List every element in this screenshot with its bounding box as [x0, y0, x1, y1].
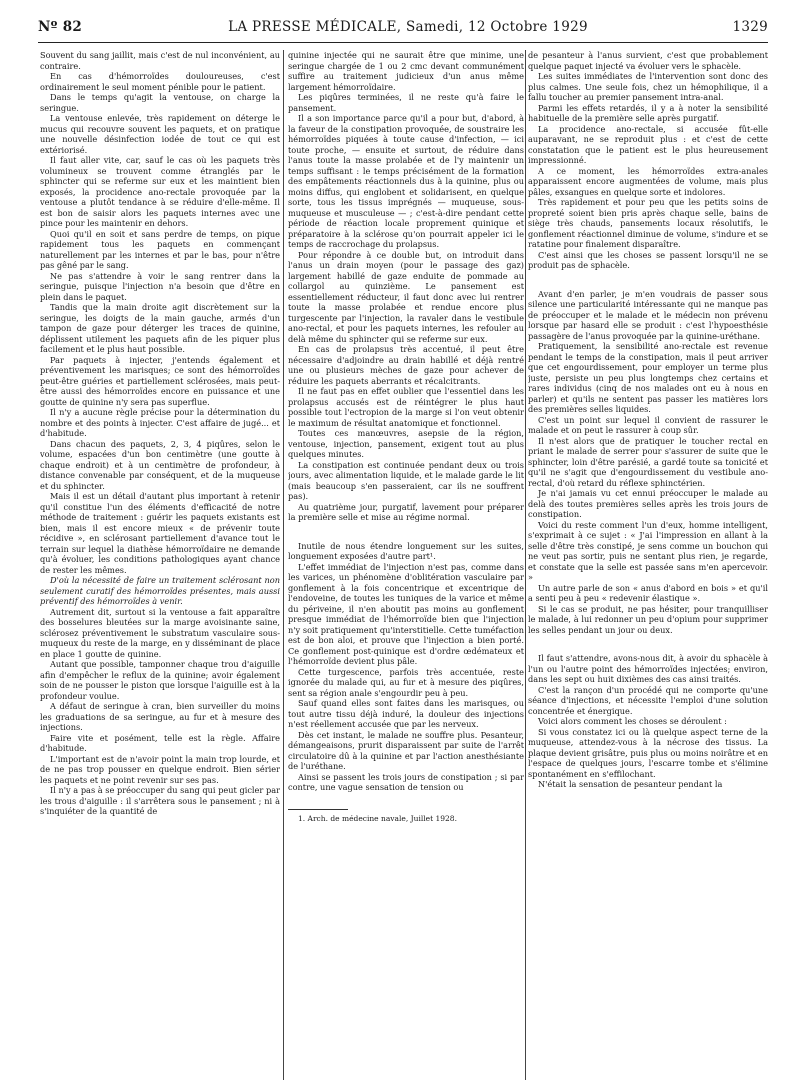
- paragraph: Dans le temps qu'agit la ventouse, on charge la seringue.: [40, 92, 280, 113]
- paragraph: C'est ainsi que les choses se passent lorsqu'il ne se produit pas de sphacèle.: [528, 249, 768, 270]
- paragraph: Il n'est alors que de pratiquer le toucher rectal en priant le malade de serrer pour s'assurer de suite que le sphincter, loin d'être parésié, a gardé toute sa tonicité et qu'il ne s'agit que d'engourdissement du vestibule ano-rectal, d'où retard du réflexe sphinctérien.: [528, 435, 768, 488]
- paragraph: Inutile de nous étendre longuement sur les suites, longuement exposées d'autre part¹.: [288, 540, 524, 561]
- paragraph: Il faut aller vite, car, sauf le cas où les paquets très volumineux se trouvent comme étranglés par le sphincter qui se referme sur eux et les maintient bien exposés, la procidence ano-rectale provoquée par la ventouse a plutôt tendance à se réduire d'elle-même. Il est bon de saisir alors les paquets internes avec une pince pour les maintenir en dehors.: [40, 155, 280, 228]
- paragraph: Ainsi se passent les trois jours de constipation ; si par contre, une vague sensation de tension ou: [288, 771, 524, 792]
- paragraph: Il ne faut pas en effet oublier que l'essentiel dans les prolapsus accusés est de réintégrer le plus haut possible tout l'ectropion de la marge si l'on veut obtenir le maximum de résultat anatomique et fonctionnel.: [288, 386, 524, 428]
- running-header: [38, 16, 768, 43]
- paragraph: Souvent du sang jaillit, mais c'est de nul inconvénient, au contraire.: [40, 50, 280, 71]
- paragraph: Faire vite et posément, telle est la règle. Affaire d'habitude.: [40, 732, 280, 753]
- paragraph: Sauf quand elles sont faites dans les marisques, ou tout autre tissu déjà induré, la douleur des injections n'est réellement accusée que par les nerveux.: [288, 698, 524, 729]
- paragraph: Mais il est un détail d'autant plus important à retenir qu'il constitue l'un des éléments d'efficacité de notre méthode de traitement : guérir les paquets existants est bien, mais il est encore mieux « de prévenir toute récidive », en sclérosant partiellement d'avance tout le terrain sur lequel la diathèse hémorroïdaire ne demande qu'à évoluer, les conditions pathologiques ayant chance de rester les mêmes.: [40, 491, 280, 575]
- paragraph: Je n'ai jamais vu cet ennui préoccuper le malade au delà des toutes premières selles après les trois jours de constipation.: [528, 488, 768, 519]
- paragraph: A ce moment, les hémorroïdes extra-anales apparaissent encore augmentées de volume, mais plus pâles, exsangues en quelque sorte et indolores.: [528, 165, 768, 197]
- paragraph: de pesanteur à l'anus survient, c'est que probablement quelque paquet injecté va évoluer vers le sphacèle.: [528, 50, 768, 71]
- journal-title: LA PRESSE MÉDICALE, Samedi, 12 Octobre 1929: [228, 19, 588, 35]
- paragraph: Voici alors comment les choses se déroulent :: [538, 716, 727, 726]
- column-middle: [288, 50, 524, 1080]
- paragraph: C'est un point sur lequel il convient de rassurer le malade et on peut le rassurer à coup sûr.: [528, 414, 768, 435]
- paragraph: Autant que possible, tamponner chaque trou d'aiguille afin d'empêcher le reflux de la quinine; avoir également soin de ne pousser le piston que lorsque l'aiguille est à la profondeur voulue.: [40, 659, 280, 701]
- paragraph: En cas d'hémorroïdes douloureuses, c'est ordinairement le seul moment pénible pour le patient.: [40, 71, 280, 92]
- footnote: 1. Arch. de médecine navale, Juillet 1928.: [298, 813, 457, 823]
- paragraph: La constipation est continuée pendant deux ou trois jours, avec alimentation liquide, et le malade garde le lit (mais beaucoup s'en passeraient, car ils ne souffrent pas).: [288, 459, 524, 501]
- paragraph: Toutes ces manœuvres, asepsie de la région, ventouse, injection, pansement, exigent tout au plus quelques minutes.: [288, 428, 524, 459]
- paragraph: Pratiquement, la sensibilité ano-rectale est revenue pendant le temps de la constipation, mais il peut arriver que cet engourdissement, pour employer un terme plus juste, persiste un peu plus longtemps chez certains et rares individus (cinq de nos malades ont eu à nous en parler) et qu'ils ne sentent pas passer les matières lors des premières selles liquides.: [528, 341, 768, 414]
- paragraph: Les piqûres terminées, il ne reste qu'à faire le pansement.: [288, 92, 524, 113]
- paragraph: Tandis que la main droite agit discrètement sur la seringue, les doigts de la main gauche, armés d'un tampon de gaze pour déterger les traces de quinine, déplissent utilement les paquets afin de les piquer plus facilement et le plus haut possible.: [40, 302, 280, 354]
- paragraph: Un autre parle de son « anus d'abord en bois » et qu'il a senti peu à peu « redevenir élastique ».: [528, 582, 768, 603]
- paragraph: Avant d'en parler, je m'en voudrais de passer sous silence une particularité intéressante qui ne manque pas de préoccuper et le malade et le médecin non prévenu lorsque par hasard elle se produit : c'est l'hypoesthésie passagère de l'anus provoquée par la quinine-uréthane.: [528, 288, 768, 341]
- paragraph: Si vous constatez ici ou là quelque aspect terne de la muqueuse, attendez-vous à la nécrose des tissus. La plaque devient grisâtre, puis plus ou moins noirâtre et en l'espace de quelques jours, l'escarre tombe et s'élimine spontanément en s'effilochant.: [528, 726, 768, 779]
- paragraph: A défaut de seringue à cran, bien surveiller du moins les graduations de sa seringue, au fur et à mesure des injections.: [40, 701, 280, 732]
- paragraph: Voici du reste comment l'un d'eux, homme intelligent, s'exprimait à ce sujet : « J'ai l'impression en allant à la selle d'être très constipé, je sens comme un bouchon qui ne veut pas sortir, puis ne sentant plus rien, je regarde, et constate que la selle est passée sans m'en apercevoir. »: [528, 519, 768, 582]
- paragraph: C'est la rançon d'un procédé qui ne comporte qu'une séance d'injections, et nécessite l'emploi d'une solution concentrée et énergique.: [528, 684, 768, 716]
- paragraph: La ventouse enlevée, très rapidement on déterge le mucus qui recouvre souvent les paquets, et on pratique une nouvelle désinfection iodée de tout ce qui est extériorisé.: [40, 113, 280, 155]
- paragraph: L'effet immédiat de l'injection n'est pas, comme dans les varices, un phénomène d'oblitération vasculaire par gonflement à la fois concentrique et excentrique de l'endoveine, de toutes les tuniques de la varice et même du périveine, il n'en aboutit pas moins au gonflement presque immédiat de l'hémorroïde bien que l'injection n'y soit pratiquement qu'interstitielle. Cette tuméfaction est de bon aloi, et prouve que l'injection a bien porté. Ce gonflement post-quinique est d'ordre œdémateux et l'hémorroïde devient plus pâle.: [288, 561, 524, 666]
- paragraph: Autrement dit, surtout si la ventouse a fait apparaître des bosselures bleutées sur la marge avoisinante saine, sclérosez préventivement le substratum vasculaire sous-muqueux du reste de la marge, en y disséminant de place en place 1 goutte de quinine.: [40, 606, 280, 659]
- paragraph: Très rapidement et pour peu que les petits soins de propreté soient bien pris après chaque selle, bains de siège très chauds, pansements locaux résolutifs, le gonflement réactionnel diminue de volume, s'indure et se ratatine pour finalement disparaître.: [528, 197, 768, 249]
- paragraph: N'était la sensation de pesanteur pendant la: [538, 779, 723, 789]
- paragraph: quinine injectée qui ne saurait être que minime, une seringue chargée de 1 ou 2 cmc devant communément suffire au traitement judicieux d'un anus même largement hémorroïdaire.: [288, 50, 524, 92]
- paragraph: Il n'y a aucune règle précise pour la détermination du nombre et des points à injecter. C'est affaire de jugé... et d'habitude.: [40, 407, 280, 438]
- paragraph: Parmi les effets retardés, il y a à noter la sensibilité habituelle de la première selle après purgatif.: [528, 102, 768, 123]
- paragraph: Dans chacun des paquets, 2, 3, 4 piqûres, selon le volume, espacées d'un bon centimètre (une goutte à chaque endroit) et à un centimètre de profondeur, à distance convenable par conséquent, et de la muqueuse et du sphincter.: [40, 438, 280, 491]
- paragraph: Si le cas se produit, ne pas hésiter, pour tranquilliser le malade, à lui redonner un peu d'opium pour supprimer les selles pendant un jour ou deux.: [528, 603, 768, 635]
- issue-number: Nº 82: [38, 19, 83, 35]
- paragraph: Au quatrième jour, purgatif, lavement pour préparer la première selle et mise au régime normal.: [288, 501, 524, 522]
- paragraph: Les suites immédiates de l'intervention sont donc des plus calmes. Une seule fois, chez un hémophilique, il a fallu toucher au premier pansement intra-anal.: [528, 71, 768, 102]
- column-divider: [283, 50, 284, 1080]
- paragraph: Dès cet instant, le malade ne souffre plus. Pesanteur, démangeaisons, prurit disparaissent par suite de l'arrêt circulatoire dû à la quinine et par l'action anesthésiante de l'uréthane.: [288, 729, 524, 771]
- paragraph: La procidence ano-rectale, si accusée fût-elle auparavant, ne se reproduit plus : et c'est de cette constatation que le patient est le plus heureusement impressionné.: [528, 123, 768, 165]
- paragraph: Par paquets à injecter, j'entends également et préventivement les marisques; ce sont des hémorroïdes peut-être guéries et partiellement sclérosées, mais peut-être aussi des hémorroïdes encore en puissance et une goutte de quinine n'y sera pas superflue.: [40, 354, 280, 407]
- column-divider: [525, 50, 526, 1080]
- italic-paragraph: D'où la nécessité de faire un traitement sclérosant non seulement curatif des hémorroïdes présentes, mais aussi préventif des hémorroïdes à venir.: [40, 575, 280, 606]
- page-number: 1329: [732, 19, 768, 35]
- paragraph: L'important est de n'avoir point la main trop lourde, et de ne pas trop pousser en quelque endroit. Bien sérier les paquets et ne point revenir sur ses pas.: [40, 753, 280, 785]
- paragraph: Il a son importance parce qu'il a pour but, d'abord, à la faveur de la constipation provoquée, de soustraire les hémorroïdes piquées à toute cause d'infection, — ici toute proche, — ensuite et surtout, de réduire dans l'anus toute la masse prolabée et de l'y maintenir un temps suffisant : le temps précisément de la formation des empâtements réactionnels dus à la quinine, plus ou moins diffus, qui englobent et solidarisent, en quelque sorte, tous les tissus imprégnés — muqueuse, sous-muqueuse et musculeuse — ; c'est-à-dire pendant cette période de réaction locale proprement quinique et préparatoire à la sclérose qu'on pourrait appeler ici le temps de raccrochage du prolapsus.: [288, 113, 524, 249]
- paragraph: En cas de prolapsus très accentué, il peut être nécessaire d'adjoindre au drain habillé et déjà rentré une ou plusieurs mèches de gaze pour achever de réduire les paquets aberrants et récalcitrants.: [288, 344, 524, 386]
- footnote-rule: [288, 809, 348, 810]
- paragraph: Quoi qu'il en soit et sans perdre de temps, on pique rapidement tous les paquets en commençant naturellement par les internes et par le bas, pour n'être pas gêné par le sang.: [40, 228, 280, 270]
- paragraph: Ne pas s'attendre à voir le sang rentrer dans la seringue, puisque l'injection n'a besoin que d'être en plein dans le paquet.: [40, 270, 280, 302]
- paragraph: Il faut s'attendre, avons-nous dit, à avoir du sphacèle à l'un ou l'autre point des hémorroïdes injectées; environ, dans les sept ou huit dixièmes des cas ainsi traités.: [528, 653, 768, 684]
- column-left: [40, 50, 280, 1080]
- paragraph: Il n'y a pas à se préoccuper du sang qui peut gicler par les trous d'aiguille : il s'arrêtera sous le pansement ; ni à s'inquiéter de la quantité de: [40, 785, 280, 816]
- paragraph: Pour répondre à ce double but, on introduit dans l'anus un drain moyen (pour le passage des gaz) largement habillé de gaze enduite de pommade au collargol au quinzième. Le pansement est essentiellement réducteur, il faut donc avec lui rentrer toute la masse prolabée et rendue encore plus turgescente par l'injection, la ravaler dans le vestibule ano-rectal, et pour les paquets internes, les refouler au delà même du sphincter qui se referme sur eux.: [288, 249, 524, 344]
- paragraph: Cette turgescence, parfois très accentuée, reste ignorée du malade qui, au fur et à mesure des piqûres, sent sa région anale s'engourdir peu à peu.: [288, 666, 524, 698]
- column-right: [528, 50, 768, 1080]
